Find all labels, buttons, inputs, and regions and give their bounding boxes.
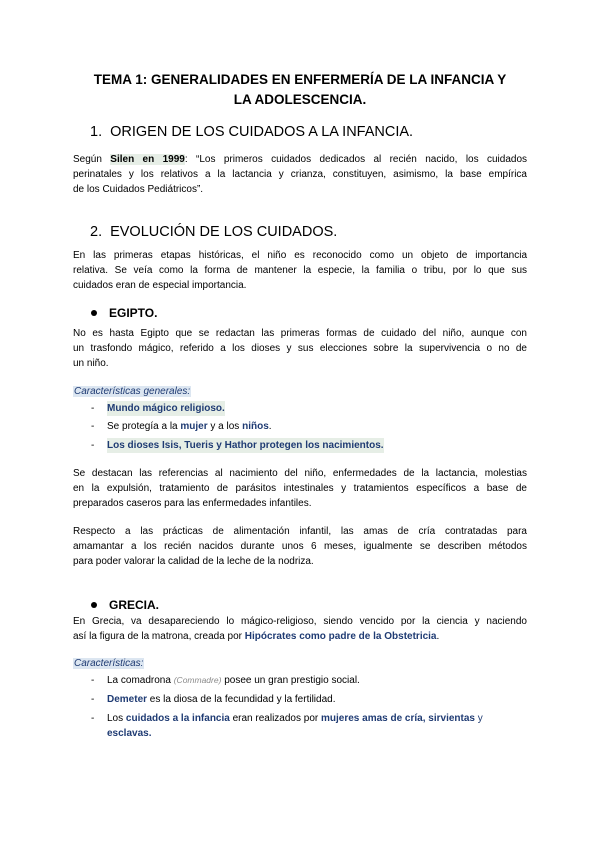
section-1-title: ORIGEN DE LOS CUIDADOS A LA INFANCIA. [110, 124, 414, 140]
text-run: y a los [207, 421, 243, 432]
bullet-icon [91, 602, 97, 608]
paragraph-line: No es hasta Egipto que se redactan las primeras formas de cuidado del niño, aunque con [73, 328, 527, 339]
list-text [107, 711, 483, 726]
paragraph-line: de los Cuidados Pediátricos”. [73, 184, 204, 195]
list-text: Mundo mágico religioso. [107, 403, 225, 414]
section-1-number: 1. [90, 124, 103, 140]
list-text [107, 673, 360, 688]
emphasis: mujer [180, 421, 208, 432]
text-run: . [436, 631, 440, 642]
list-dash: - [91, 403, 95, 414]
text-run: y [474, 713, 483, 724]
egipto-subheading: Características generales: [74, 386, 191, 397]
paragraph-line [73, 152, 527, 167]
paragraph-line: un trasfondo mágico, referido a los dioses y sus elecciones sobre la supervivencia o no de [73, 343, 527, 354]
text-run: Se protegía a la [107, 421, 181, 432]
section-2-paragraph [73, 248, 527, 293]
emphasis: Demeter [107, 694, 148, 705]
text-run: así la figura de la matrona, creada por [73, 631, 245, 642]
highlighted-citation: Silen en 1999 [110, 154, 185, 165]
grecia-subheading: Características: [74, 658, 144, 669]
paragraph-line: perinatales y los relativos a la lactancia y crianza, constituyen, asimismo, la base empírica [73, 169, 527, 180]
document-title [60, 70, 540, 110]
emphasis: Hipócrates como padre de la Obstetricia [244, 631, 437, 642]
grecia-heading-text: GRECIA. [109, 598, 160, 612]
list-dash: - [91, 713, 95, 724]
list-text [107, 692, 335, 707]
paragraph-line: en la expulsión, tratamiento de parásitos intestinales y tratamientos específicos a base de [73, 483, 527, 494]
section-1-paragraph [73, 152, 527, 197]
paragraph-line: Respecto a las prácticas de alimentación infantil, las amas de cría contratadas para [73, 526, 527, 537]
text-run: posee un gran prestigio social. [221, 675, 360, 686]
text-run: . [268, 421, 272, 432]
emphasis: niños [242, 421, 269, 432]
list-text [107, 419, 272, 434]
egipto-paragraph-2 [73, 466, 527, 511]
aside-note: (Commadre) [173, 675, 222, 685]
list-text: esclavas. [107, 728, 152, 739]
title-line-1: TEMA 1: GENERALIDADES EN ENFERMERÍA DE LA INFANCIA Y [93, 72, 507, 87]
egipto-heading [91, 306, 157, 320]
list-dash: - [91, 675, 95, 686]
egipto-paragraph-3 [73, 524, 527, 569]
text-run: Según [73, 154, 111, 165]
emphasis: mujeres amas de cría, sirvientas [321, 713, 475, 724]
text-run: : “Los primeros cuidados dedicados al recién nacido, los cuidados [184, 154, 527, 165]
bullet-icon [91, 310, 97, 316]
section-1-heading [90, 124, 413, 140]
section-2-number: 2. [90, 224, 103, 240]
text-run: La comadrona [107, 675, 174, 686]
paragraph-line: relativa. Se veía como la forma de mantener la especie, la familia o tribu, por lo que sus [73, 265, 527, 276]
section-2-title: EVOLUCIÓN DE LOS CUIDADOS. [110, 224, 338, 240]
list-dash: - [91, 421, 95, 432]
title-line-2: LA ADOLESCENCIA. [233, 92, 367, 107]
paragraph-line: amamantar a los recién nacidos durante unos 6 meses, igualmente se describen métodos [73, 541, 527, 552]
list-dash: - [91, 694, 95, 705]
grecia-heading [91, 598, 159, 612]
grecia-paragraph [73, 614, 527, 644]
list-dash: - [91, 440, 95, 451]
paragraph-line: En las primeras etapas históricas, el niño es reconocido como un objeto de importancia [73, 250, 527, 261]
emphasis: cuidados a la infancia [125, 713, 230, 724]
paragraph-line: para poder valorar la calidad de la leche de la nodriza. [73, 556, 314, 567]
list-text: Los dioses Isis, Tueris y Hathor protegen los nacimientos. [107, 440, 384, 451]
paragraph-line: un niño. [73, 358, 109, 369]
paragraph-line [73, 629, 527, 644]
section-2-heading [90, 224, 337, 240]
egipto-paragraph-1 [73, 326, 527, 371]
egipto-heading-text: EGIPTO. [109, 306, 158, 320]
text-run: es la diosa de la fecundidad y la fertilidad. [147, 694, 336, 705]
text-run: Los [107, 713, 126, 724]
text-run: eran realizados por [229, 713, 321, 724]
paragraph-line: preparados caseros para las enfermedades infantiles. [73, 498, 312, 509]
paragraph-line: Se destacan las referencias al nacimiento del niño, enfermedades de la lactancia, molestias [73, 468, 527, 479]
paragraph-line: En Grecia, va desapareciendo lo mágico-religioso, siendo vencido por la ciencia y naciendo [73, 616, 527, 627]
paragraph-line: cuidados eran de especial importancia. [73, 280, 247, 291]
